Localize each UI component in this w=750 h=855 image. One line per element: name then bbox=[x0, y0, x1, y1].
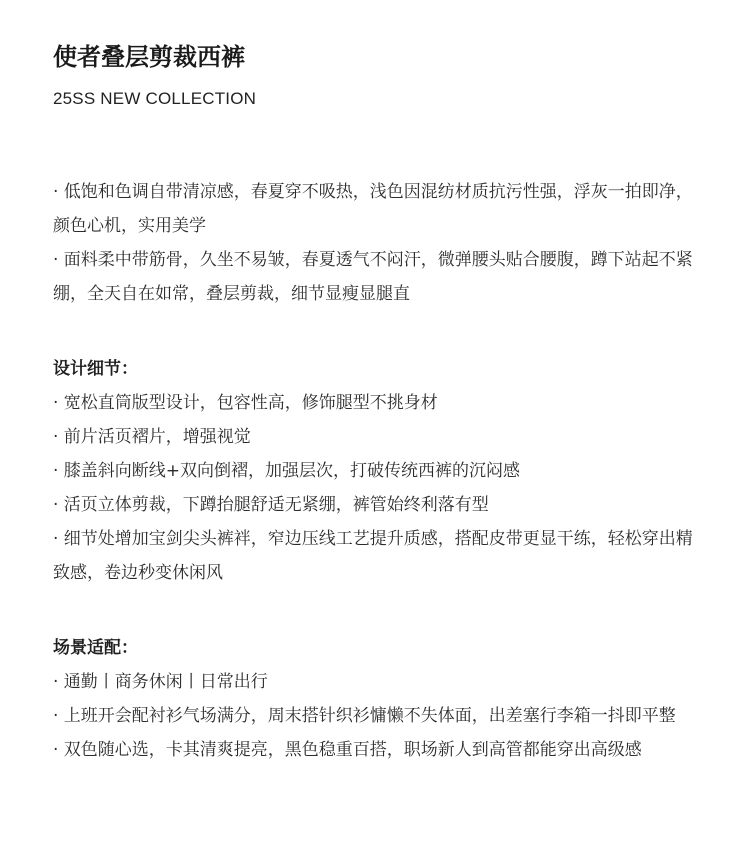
intro-section bbox=[53, 175, 703, 311]
design-detail-item: · 细节处增加宝剑尖头裤袢，窄边压线工艺提升质感，搭配皮带更显干练，轻松穿出精致感，卷边秒变休闲风 bbox=[53, 529, 693, 583]
intro-paragraph: · 面料柔中带筋骨，久坐不易皱，春夏透气不闷汗，微弹腰头贴合腰腹，蹲下站起不紧绷，全天自在如常，叠层剪裁，细节显瘦显腿直 bbox=[53, 250, 693, 304]
design-details-heading: 设计细节： bbox=[53, 359, 138, 379]
design-detail-item: · 宽松直筒版型设计，包容性高，修饰腿型不挑身材 bbox=[53, 393, 438, 413]
design-detail-item: · 前片活页褶片，增强视觉 bbox=[53, 427, 251, 447]
scene-heading: 场景适配： bbox=[53, 638, 138, 658]
scene-item: · 上班开会配衬衫气场满分，周末搭针织衫慵懒不失体面，出差塞行李箱一抖即平整 bbox=[53, 706, 676, 726]
scene-item: · 双色随心选，卡其清爽提亮，黑色稳重百搭，职场新人到高管都能穿出高级感 bbox=[53, 740, 642, 760]
collection-label: 25SS NEW COLLECTION bbox=[53, 89, 257, 108]
design-detail-item: · 膝盖斜向断线+双向倒褶，加强层次，打破传统西裤的沉闷感 bbox=[53, 461, 521, 481]
scene-item: · 通勤丨商务休闲丨日常出行 bbox=[53, 672, 268, 692]
design-details-section bbox=[53, 352, 703, 590]
scene-section bbox=[53, 631, 703, 767]
intro-paragraph: · 低饱和色调自带清凉感，春夏穿不吸热，浅色因混纺材质抗污性强，浮灰一拍即净，颜色心机，实用美学 bbox=[53, 182, 693, 236]
product-title: 使者叠层剪裁西裤 bbox=[53, 43, 245, 71]
design-detail-item: · 活页立体剪裁，下蹲抬腿舒适无紧绷，裤管始终利落有型 bbox=[53, 495, 489, 515]
